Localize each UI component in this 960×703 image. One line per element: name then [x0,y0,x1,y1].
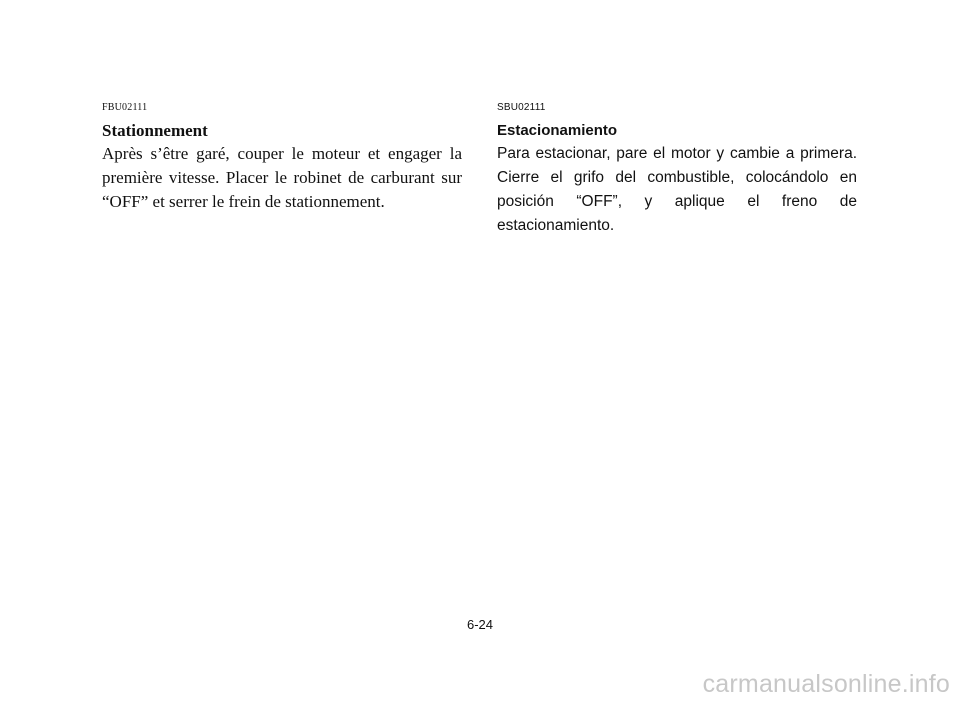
french-section-heading: Stationnement [102,121,208,140]
french-section-body: Après s’être garé, couper le moteur et engager la première vitesse. Placer le robinet de carburant sur “OFF” et serrer le frein de stationnement. [102,144,462,211]
spanish-section-heading: Estacionamiento [497,122,618,139]
page-number: 6-24 [466,617,494,632]
french-section [102,102,462,214]
spanish-section-code: SBU02111 [497,102,546,113]
spanish-section [497,102,857,238]
spanish-section-body: Para estacionar, pare el motor y cambie a primera. Cierre el grifo del combustible, colocándolo en posición “OFF”, y aplique el freno de estacionamiento. [497,145,857,234]
watermark: carmanualsonline.info [702,670,950,698]
french-section-code: FBU02111 [102,102,148,113]
